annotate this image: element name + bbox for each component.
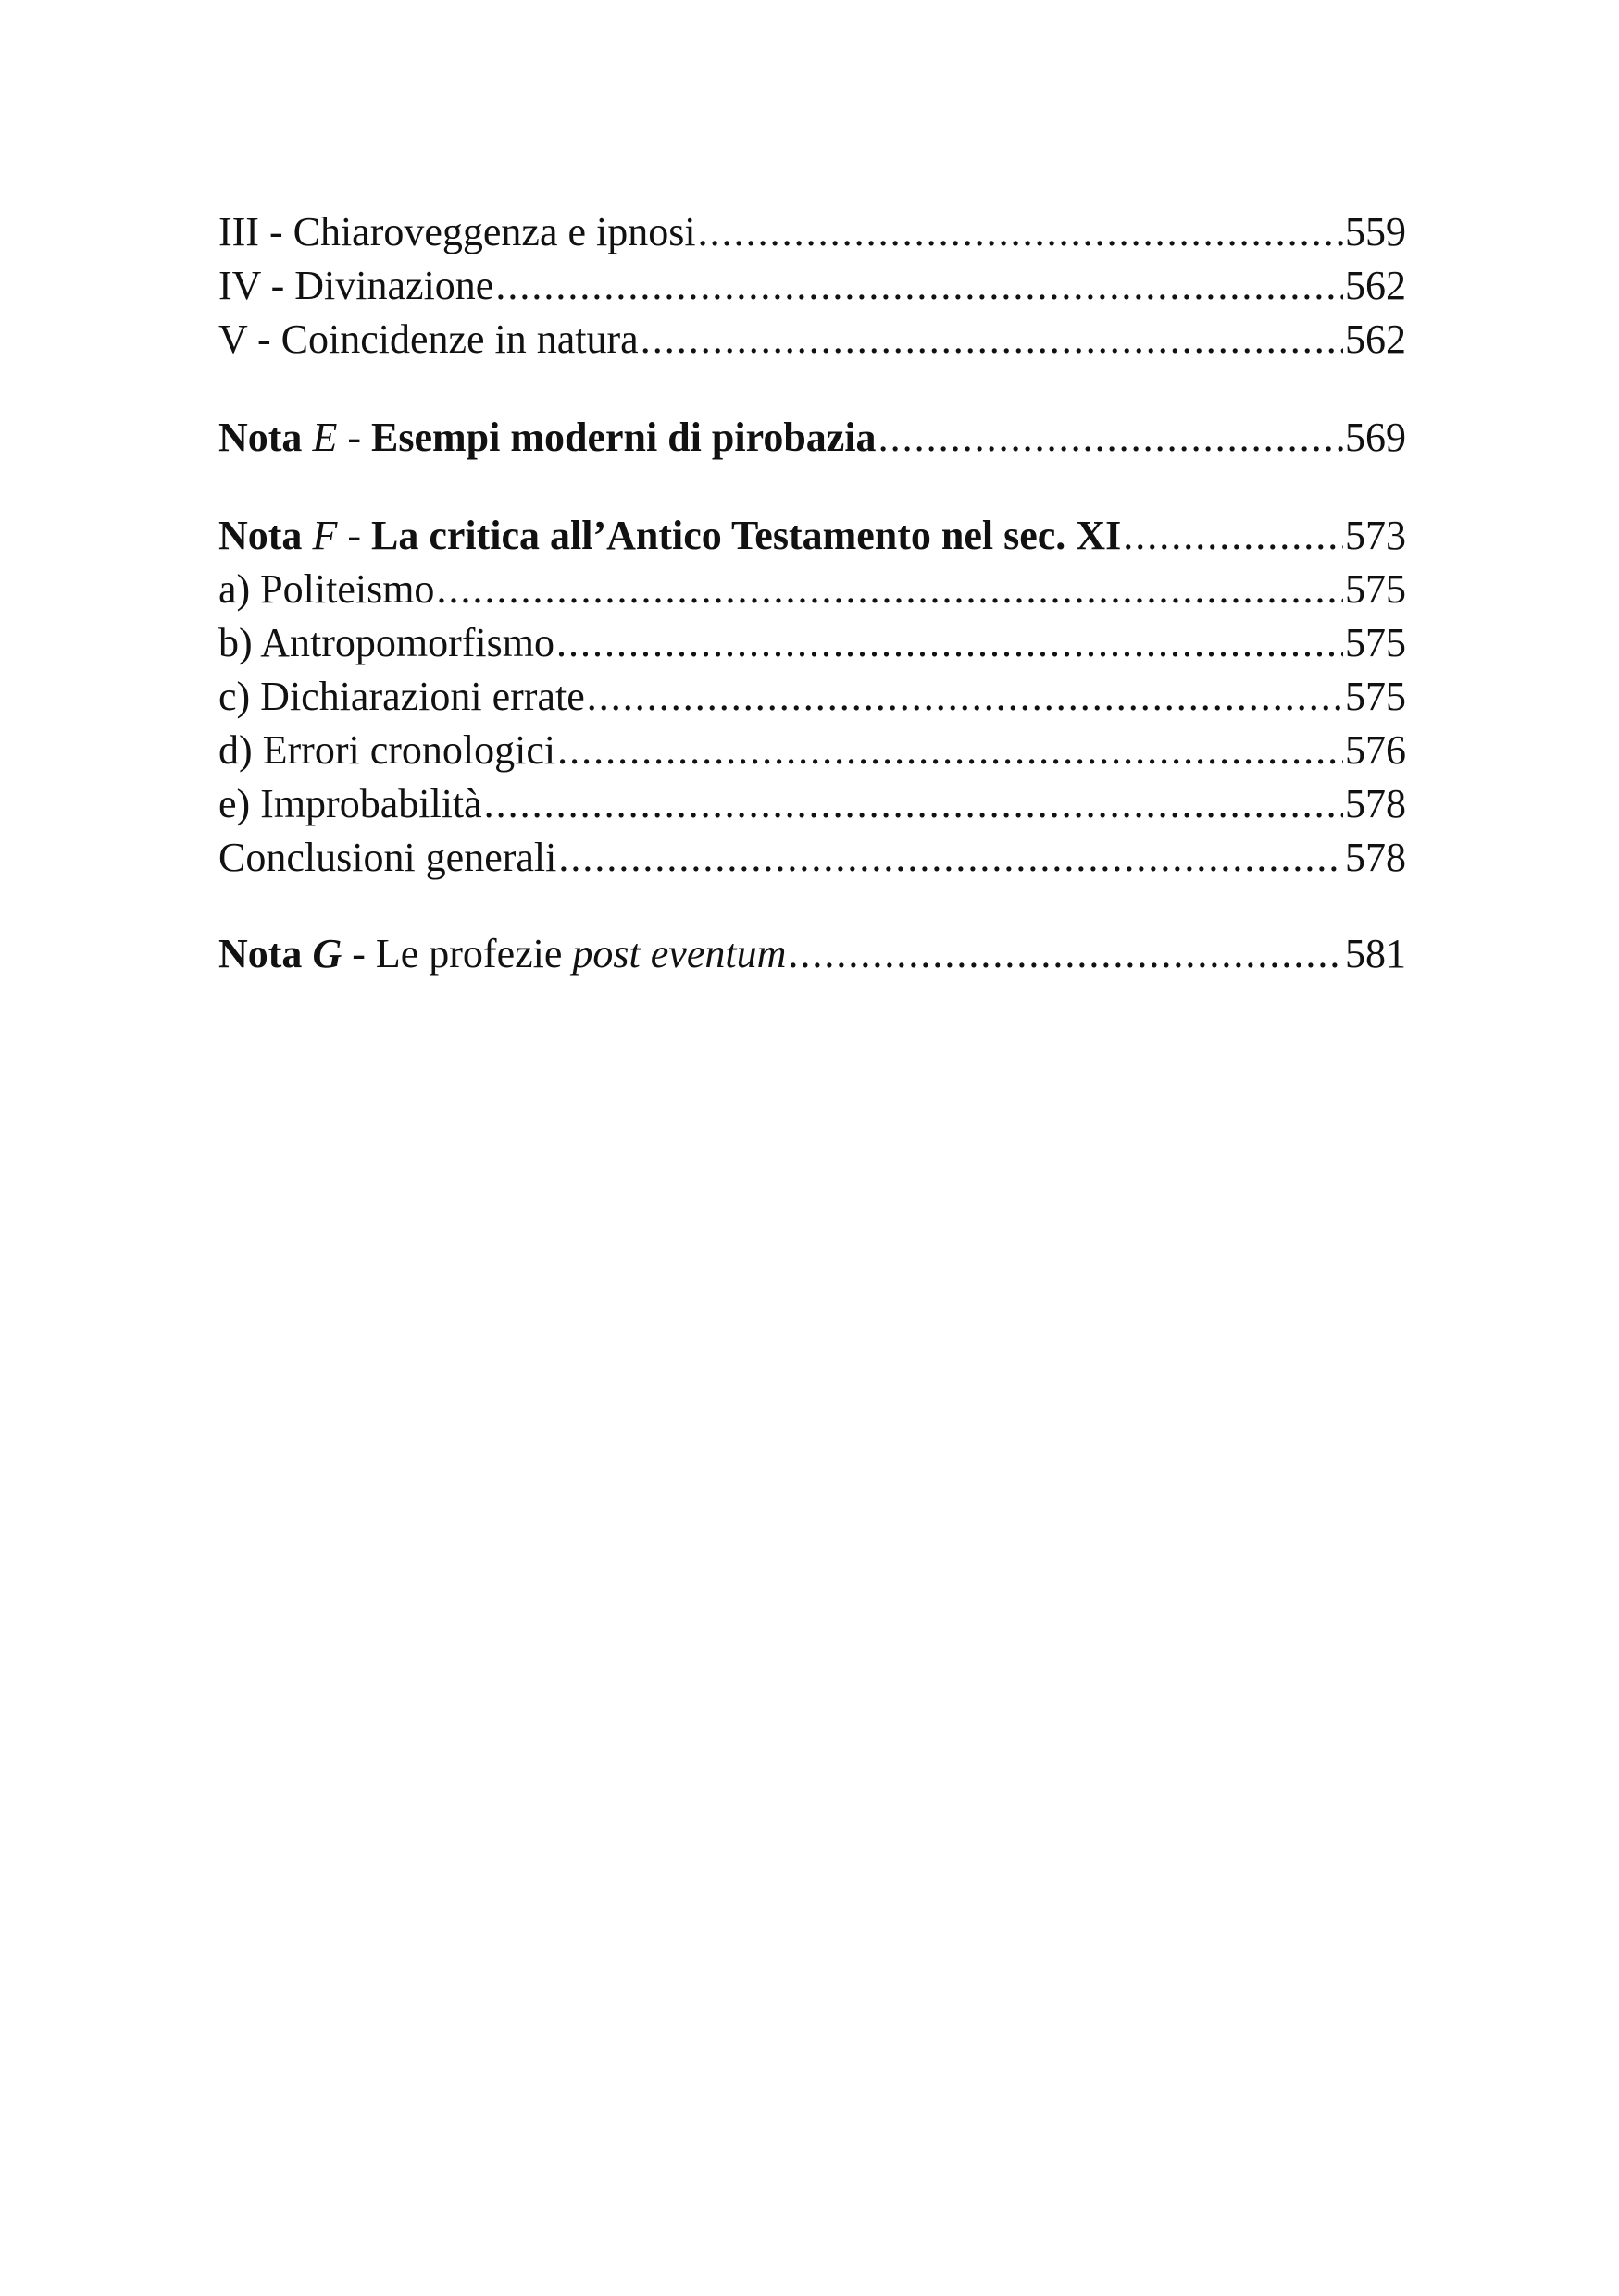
toc-entry-title: c) Dichiarazioni errate: [218, 674, 585, 719]
toc-entry[interactable]: [218, 563, 1406, 616]
toc-entry-title: [218, 927, 786, 981]
nota-separator: - Le profezie: [342, 931, 573, 976]
dot-leader: [698, 205, 1343, 259]
toc-entry-title: IV - Divinazione: [218, 263, 494, 308]
dot-leader: [878, 411, 1343, 465]
toc-entry-page: 562: [1345, 263, 1406, 308]
toc-entry-page: 575: [1345, 674, 1406, 719]
toc-entry-nota-e[interactable]: [218, 411, 1406, 465]
nota-title: post eventum: [572, 931, 787, 976]
dot-leader: [587, 670, 1343, 724]
toc-entry-title: e) Improbabilità: [218, 781, 482, 826]
toc-entry[interactable]: [218, 616, 1406, 670]
toc-entry-page: 578: [1345, 835, 1406, 880]
toc-entry[interactable]: [218, 670, 1406, 724]
toc-entry-title: [218, 509, 1121, 563]
nota-title: Esempi moderni di pirobazia: [370, 415, 877, 460]
nota-label: Nota: [218, 931, 303, 976]
dot-leader: [641, 313, 1343, 366]
toc-entry-title: a) Politeismo: [218, 566, 435, 612]
toc-entry-nota-f[interactable]: [218, 509, 1406, 563]
dot-leader: [556, 616, 1343, 670]
dot-leader: [558, 831, 1343, 885]
nota-letter: F: [312, 513, 338, 558]
dot-leader: [788, 927, 1343, 981]
dot-leader: [484, 777, 1343, 831]
toc-entry-title: Conclusioni generali: [218, 835, 557, 880]
nota-separator: -: [337, 415, 371, 460]
dot-leader: [436, 563, 1343, 616]
toc-entry[interactable]: [218, 205, 1406, 259]
toc-entry[interactable]: [218, 259, 1406, 313]
toc-entry-title: [218, 411, 877, 465]
toc-entry-page: 575: [1345, 620, 1406, 665]
dot-leader: [495, 259, 1343, 313]
toc-entry-title: d) Errori cronologici: [218, 727, 556, 773]
nota-label: Nota: [218, 513, 303, 558]
toc-entry[interactable]: [218, 777, 1406, 831]
toc-entry-title: III - Chiaroveggenza e ipnosi: [218, 209, 696, 254]
toc-entry-page: 578: [1345, 781, 1406, 826]
nota-label: Nota: [218, 415, 303, 460]
toc-entry-page: 575: [1345, 566, 1406, 612]
toc-entry[interactable]: [218, 831, 1406, 885]
dot-leader: [1123, 509, 1343, 563]
toc-entry-page: 569: [1345, 415, 1406, 460]
dot-leader: [557, 724, 1343, 777]
nota-letter: E: [312, 415, 338, 460]
toc-entry-page: 573: [1345, 513, 1406, 558]
table-of-contents: [218, 205, 1406, 981]
toc-entry-title: b) Antropomorfismo: [218, 620, 554, 665]
toc-entry-page: 559: [1345, 209, 1406, 254]
toc-entry-title: V - Coincidenze in natura: [218, 316, 639, 362]
toc-entry[interactable]: [218, 313, 1406, 366]
nota-title: La critica all’Antico Testamento nel sec. XI: [370, 513, 1122, 558]
toc-entry-page: 576: [1345, 727, 1406, 773]
toc-entry-page: 581: [1345, 931, 1406, 976]
toc-entry-nota-g[interactable]: [218, 927, 1406, 981]
toc-entry-page: 562: [1345, 316, 1406, 362]
nota-letter: G: [312, 931, 342, 976]
toc-entry[interactable]: [218, 724, 1406, 777]
nota-separator: -: [337, 513, 371, 558]
